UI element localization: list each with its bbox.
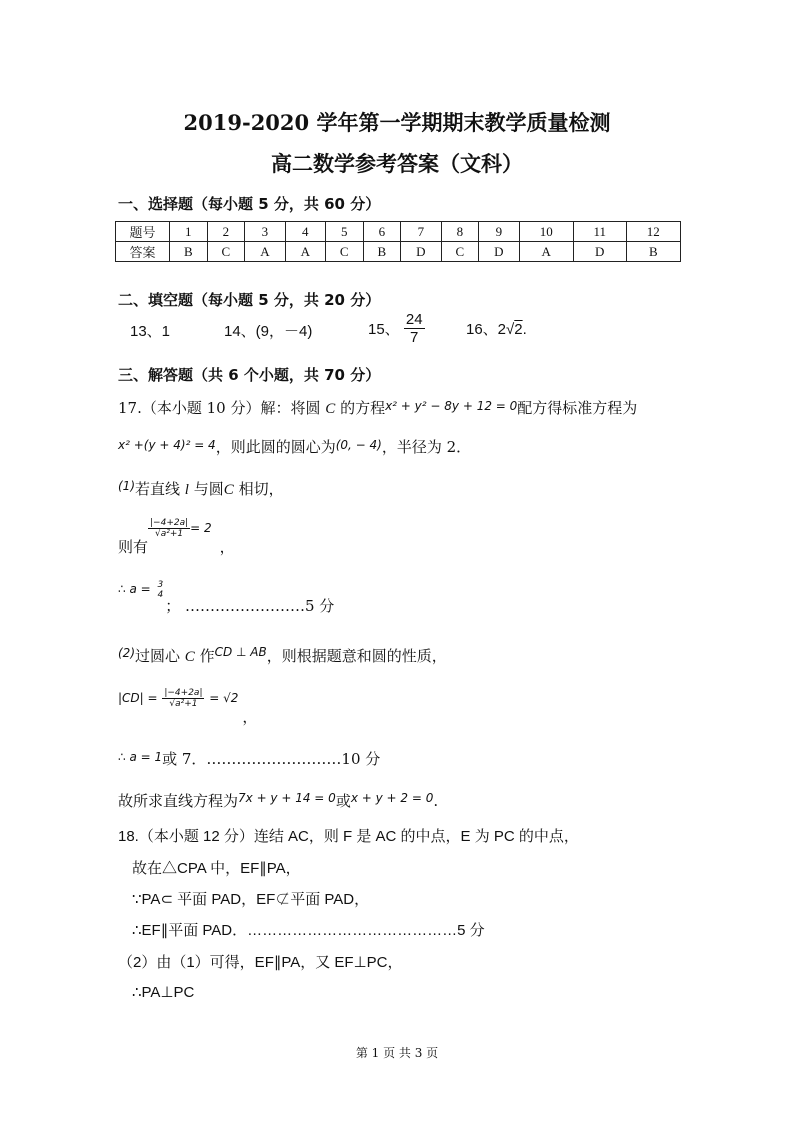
table-cell: 11 [573, 222, 626, 242]
fraction-denominator: 4 [157, 590, 164, 600]
equation: x + y + 2 = 0 [350, 791, 434, 805]
p17-text: 的方程 [340, 399, 386, 417]
table-cell: 4 [285, 222, 325, 242]
p17-cd-line [118, 688, 257, 727]
fill-15-prefix: 15、 [368, 321, 400, 338]
equation: = √2 [209, 691, 239, 705]
fraction [148, 518, 190, 539]
fraction-denominator: √a²+1 [155, 529, 184, 539]
section-heading-choice: 一、选择题（每小题 5 分，共 60 分） [118, 195, 381, 213]
p17-text: 作 [199, 647, 215, 665]
part-label: (1) [118, 479, 135, 493]
table-cell: D [401, 242, 441, 262]
p17-score: 或 7．………………………10 分 [162, 750, 381, 768]
page-subtitle: 高二数学参考答案（文科） [271, 151, 523, 176]
table-cell: 3 [245, 222, 285, 242]
fraction-numerator: 24 [405, 311, 423, 328]
page-title: 2019-2020 学年第一学期期末教学质量检测 [183, 110, 611, 135]
p17-a-result [118, 580, 334, 616]
p17-line1 [118, 397, 637, 418]
p18-line2: 故在△CPA 中，EF∥PA， [132, 860, 301, 877]
table-cell: A [245, 242, 285, 262]
table-cell: B [363, 242, 401, 262]
fill-answer-16 [466, 318, 527, 339]
part-label: (2) [118, 646, 135, 660]
p18-line5: （2）由（1）可得，EF∥PA，又 EF⊥PC， [118, 954, 403, 971]
page-footer: 第 1 页 共 3 页 [355, 1046, 439, 1060]
p17-line2 [118, 436, 471, 457]
p18-line4: ∴EF∥平面 PAD．……………………………………5 分 [132, 922, 485, 939]
p17-a-result2 [118, 748, 380, 769]
table-cell: D [479, 242, 519, 262]
p17-var: C [184, 649, 195, 665]
table-cell: A [285, 242, 325, 262]
equation: x² +(y + 4)² = 4 [118, 438, 216, 452]
fraction [155, 580, 165, 600]
table-cell: B [170, 242, 208, 262]
table-cell-label: 答案 [116, 242, 170, 262]
p17-text: 故所求直线方程为 [118, 792, 239, 810]
table-cell: 10 [519, 222, 573, 242]
p17-text: 若直线 [135, 480, 181, 498]
answer-table [115, 221, 681, 262]
p17-score: ； ……………………5 分 [165, 597, 335, 615]
fill-16-end: . [522, 321, 527, 338]
table-cell: 2 [207, 222, 245, 242]
p17-var: C [223, 482, 234, 498]
equation: 7x + y + 14 = 0 [238, 791, 336, 805]
fill-answer-14: 14、(9，－4) [224, 323, 313, 340]
p17-text: ，半径为 2． [381, 438, 472, 456]
p17-text: 与圆 [193, 480, 224, 498]
p17-text: ，则根据题意和圆的性质， [266, 647, 447, 665]
p17-text: 过圆心 [135, 647, 181, 665]
p17-text: 则有 [118, 538, 149, 556]
equation: (0, − 4) [335, 438, 382, 452]
p17-var: C [325, 401, 336, 417]
table-cell: 6 [363, 222, 401, 242]
p17-part1 [118, 478, 284, 499]
p18-line1: 18.（本小题 12 分）连结 AC，则 F 是 AC 的中点，E 为 PC 的中点， [118, 828, 579, 845]
p17-text: ， [219, 538, 235, 556]
table-cell: 7 [401, 222, 441, 242]
fraction-denominator: 7 [410, 329, 419, 346]
p17-text: . [433, 792, 439, 810]
fraction-denominator: √a²+1 [169, 699, 198, 709]
section-heading-fill: 二、填空题（每小题 5 分，共 20 分） [118, 291, 381, 309]
p17-text: ，则此圆的圆心为 [215, 438, 336, 456]
p17-var: l [184, 482, 189, 498]
table-cell: 8 [441, 222, 479, 242]
table-row-answers [116, 242, 681, 262]
table-cell: A [519, 242, 573, 262]
equation: |CD| = [118, 691, 158, 705]
table-row-numbers [116, 222, 681, 242]
equation: ∴ a = 1 [118, 750, 163, 764]
table-cell: 5 [325, 222, 363, 242]
fraction [404, 311, 425, 346]
radical-sign: √ [506, 321, 515, 338]
table-cell: D [573, 242, 626, 262]
radicand: 2 [514, 321, 523, 338]
p17-text: 配方得标准方程为 [517, 399, 638, 417]
table-cell: C [441, 242, 479, 262]
equation: CD ⊥ AB [214, 645, 267, 659]
table-cell: C [325, 242, 363, 262]
table-cell: B [626, 242, 680, 262]
table-cell-label: 题号 [116, 222, 170, 242]
equation: x² + y² − 8y + 12 = 0 [385, 399, 518, 413]
fill-answer-13: 13、1 [130, 323, 171, 340]
p17-text: ， [242, 708, 258, 726]
table-cell: 1 [170, 222, 208, 242]
p17-final [118, 790, 438, 811]
section-heading-solution: 三、解答题（共 6 个小题，共 70 分） [118, 366, 381, 384]
equation: ∴ a = [118, 582, 151, 596]
fraction-numerator: |−4+2a| [150, 518, 189, 528]
p17-text: 或 [335, 792, 351, 810]
p17-part2 [118, 645, 447, 666]
equation: = 2 [190, 521, 212, 535]
fraction-numerator: 3 [157, 580, 164, 590]
fraction-numerator: |−4+2a| [164, 688, 203, 698]
p17-text: 17.（本小题 10 分）解：将圆 [118, 399, 321, 417]
table-cell: 9 [479, 222, 519, 242]
fill-16-prefix: 16、2 [466, 321, 507, 338]
p18-line6: ∴PA⊥PC [132, 984, 195, 1001]
p18-line3: ∵PA⊂ 平面 PAD，EF⊄平面 PAD， [132, 891, 370, 908]
p17-text: 相切， [238, 480, 284, 498]
table-cell: 12 [626, 222, 680, 242]
table-cell: C [207, 242, 245, 262]
fraction [162, 688, 204, 709]
p17-distance-line [118, 518, 235, 557]
fill-answer-15 [368, 311, 425, 346]
